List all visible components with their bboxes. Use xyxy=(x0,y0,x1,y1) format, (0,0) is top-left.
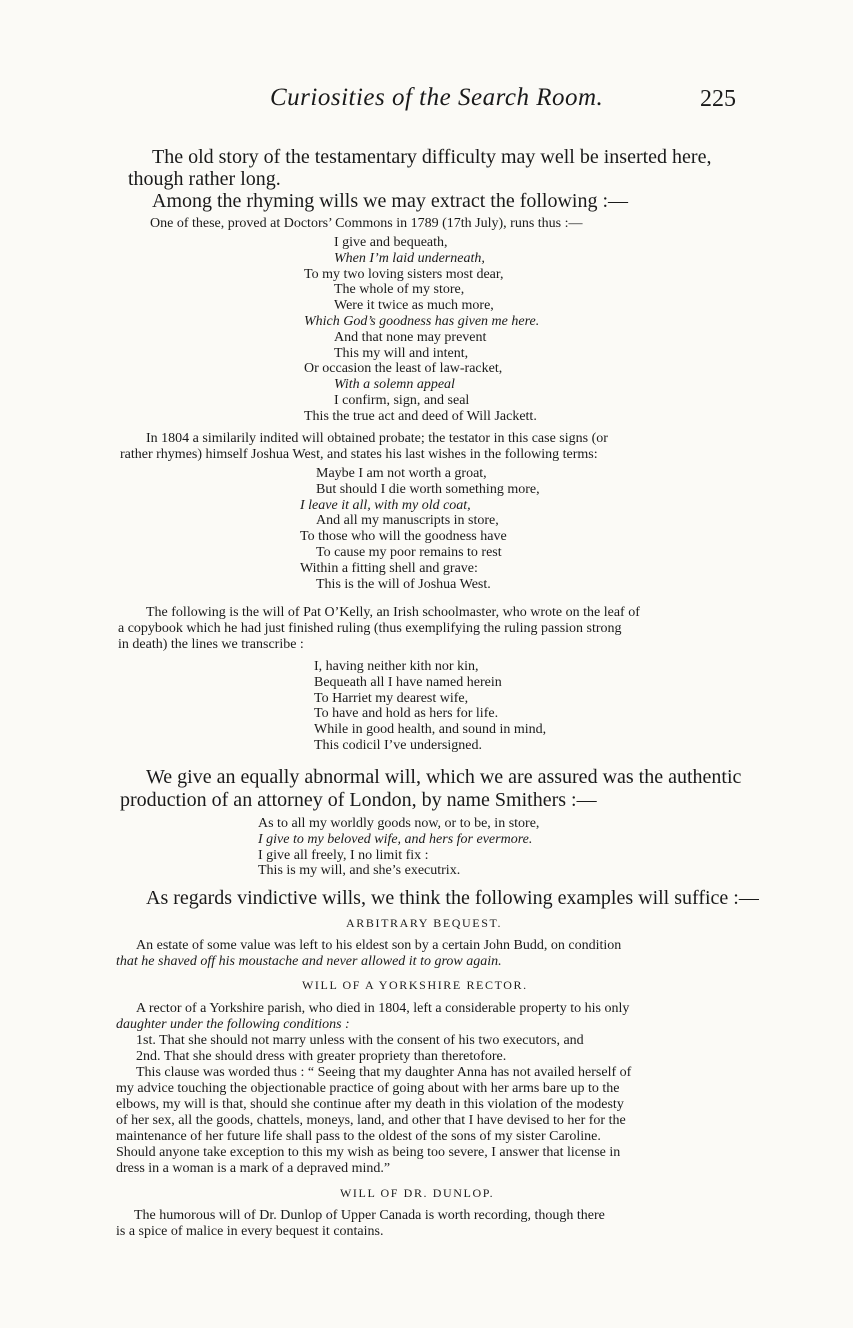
intro-line-2: though rather long. xyxy=(128,168,281,190)
poem-line: And all my manuscripts in store, xyxy=(316,513,499,529)
yorkshire-clause-line: of her sex, all the goods, chattels, moneys, land, and other that I have devised to her for the xyxy=(116,1113,626,1128)
dunlop-line-2: is a spice of malice in every bequest it contains. xyxy=(116,1224,384,1239)
jackett-intro: One of these, proved at Doctors’ Commons in 1789 (17th July), runs thus :— xyxy=(150,216,583,231)
intro-line-1: The old story of the testamentary difficulty may well be inserted here, xyxy=(152,146,712,168)
arbitrary-line-2: that he shaved off his moustache and never allowed it to grow again. xyxy=(116,954,502,969)
page-number: 225 xyxy=(700,86,736,112)
okelly-intro-line-1: The following is the will of Pat O’Kelly, an Irish schoolmaster, who wrote on the leaf of xyxy=(146,605,640,620)
poem-line: With a solemn appeal xyxy=(334,377,455,393)
arbitrary-line-1: An estate of some value was left to his eldest son by a certain John Budd, on condition xyxy=(136,938,622,953)
poem-line: To my two loving sisters most dear, xyxy=(304,266,504,282)
poem-line: To those who will the goodness have xyxy=(300,529,507,545)
yorkshire-clause-line: Should anyone take exception to this my wish as being too severe, I answer that license in xyxy=(116,1145,621,1160)
west-poem xyxy=(300,466,540,592)
poem-line: This is my will, and she’s executrix. xyxy=(258,863,461,879)
poem-line: When I’m laid underneath, xyxy=(334,250,485,266)
poem-line: This my will and intent, xyxy=(334,345,469,361)
west-intro-line-2: rather rhymes) himself Joshua West, and states his last wishes in the following terms: xyxy=(120,447,598,462)
poem-line: But should I die worth something more, xyxy=(316,481,540,497)
yorkshire-clause-line: dress in a woman is a mark of a depraved mind.” xyxy=(116,1161,391,1176)
poem-line: I give and bequeath, xyxy=(334,235,448,250)
jackett-poem xyxy=(304,235,539,425)
okelly-poem xyxy=(314,659,546,754)
smithers-intro-line-1: We give an equally abnormal will, which we are assured was the authentic xyxy=(146,766,742,788)
poem-line: As to all my worldly goods now, or to be, in store, xyxy=(258,816,540,831)
poem-line: And that none may prevent xyxy=(334,329,487,345)
dunlop-heading: WILL OF DR. DUNLOP. xyxy=(340,1186,495,1200)
poem-line: This the true act and deed of Will Jackett. xyxy=(304,408,537,424)
yorkshire-clause-line: maintenance of her future life shall pass to the oldest of the sons of my sister Caroline. xyxy=(116,1129,601,1144)
poem-line: This codicil I’ve undersigned. xyxy=(314,737,482,753)
poem-line: To cause my poor remains to rest xyxy=(316,544,502,560)
yorkshire-clause-line: This clause was worded thus : “ Seeing that my daughter Anna has not availed herself of xyxy=(136,1065,632,1080)
okelly-intro-line-2: a copybook which he had just finished ruling (thus exemplifying the ruling passion strong xyxy=(118,621,622,636)
poem-line: Or occasion the least of law-racket, xyxy=(304,361,503,377)
poem-line: Maybe I am not worth a groat, xyxy=(316,466,487,481)
smithers-intro-line-2: production of an attorney of London, by name Smithers :— xyxy=(120,789,597,811)
poem-line: Within a fitting shell and grave: xyxy=(300,560,478,576)
yorkshire-clause-line: my advice touching the objectionable practice of going about with her arms bare up to the xyxy=(116,1081,620,1096)
vindictive-intro: As regards vindictive wills, we think the following examples will suffice :— xyxy=(146,887,759,909)
arbitrary-heading: ARBITRARY BEQUEST. xyxy=(346,916,503,930)
yorkshire-line-2: daughter under the following conditions : xyxy=(116,1017,350,1032)
poem-line: I confirm, sign, and seal xyxy=(334,392,470,408)
poem-line: I leave it all, with my old coat, xyxy=(300,497,471,513)
poem-line: I, having neither kith nor kin, xyxy=(314,659,479,674)
poem-line: The whole of my store, xyxy=(334,282,465,298)
yorkshire-heading: WILL OF A YORKSHIRE RECTOR. xyxy=(302,978,528,992)
running-title: Curiosities of the Search Room. xyxy=(270,84,604,111)
poem-line: This is the will of Joshua West. xyxy=(316,576,491,592)
yorkshire-line-1: A rector of a Yorkshire parish, who died in 1804, left a considerable property to his only xyxy=(136,1001,630,1016)
poem-line: Which God’s goodness has given me here. xyxy=(304,313,540,329)
west-intro-line-1: In 1804 a similarily indited will obtained probate; the testator in this case signs (or xyxy=(146,431,608,446)
poem-line: While in good health, and sound in mind, xyxy=(314,722,547,738)
poem-line: I give to my beloved wife, and hers for evermore. xyxy=(258,831,533,847)
poem-line: To have and hold as hers for life. xyxy=(314,706,499,722)
poem-line: Were it twice as much more, xyxy=(334,298,494,314)
dunlop-line-1: The humorous will of Dr. Dunlop of Upper Canada is worth recording, though there xyxy=(134,1208,605,1223)
poem-line: To Harriet my dearest wife, xyxy=(314,690,469,706)
yorkshire-clause-line: elbows, my will is that, should she continue after my death in this violation of the modesty xyxy=(116,1097,624,1112)
smithers-poem xyxy=(258,816,539,879)
intro-paragraph-2: Among the rhyming wills we may extract the following :— xyxy=(152,190,629,212)
yorkshire-condition-1: 1st. That she should not marry unless with the consent of his two executors, and xyxy=(136,1033,584,1048)
yorkshire-condition-2: 2nd. That she should dress with greater propriety than theretofore. xyxy=(136,1049,507,1064)
okelly-intro-line-3: in death) the lines we transcribe : xyxy=(118,637,304,652)
page-header xyxy=(0,84,853,124)
poem-line: I give all freely, I no limit fix : xyxy=(258,847,429,863)
poem-line: Bequeath all I have named herein xyxy=(314,674,502,690)
